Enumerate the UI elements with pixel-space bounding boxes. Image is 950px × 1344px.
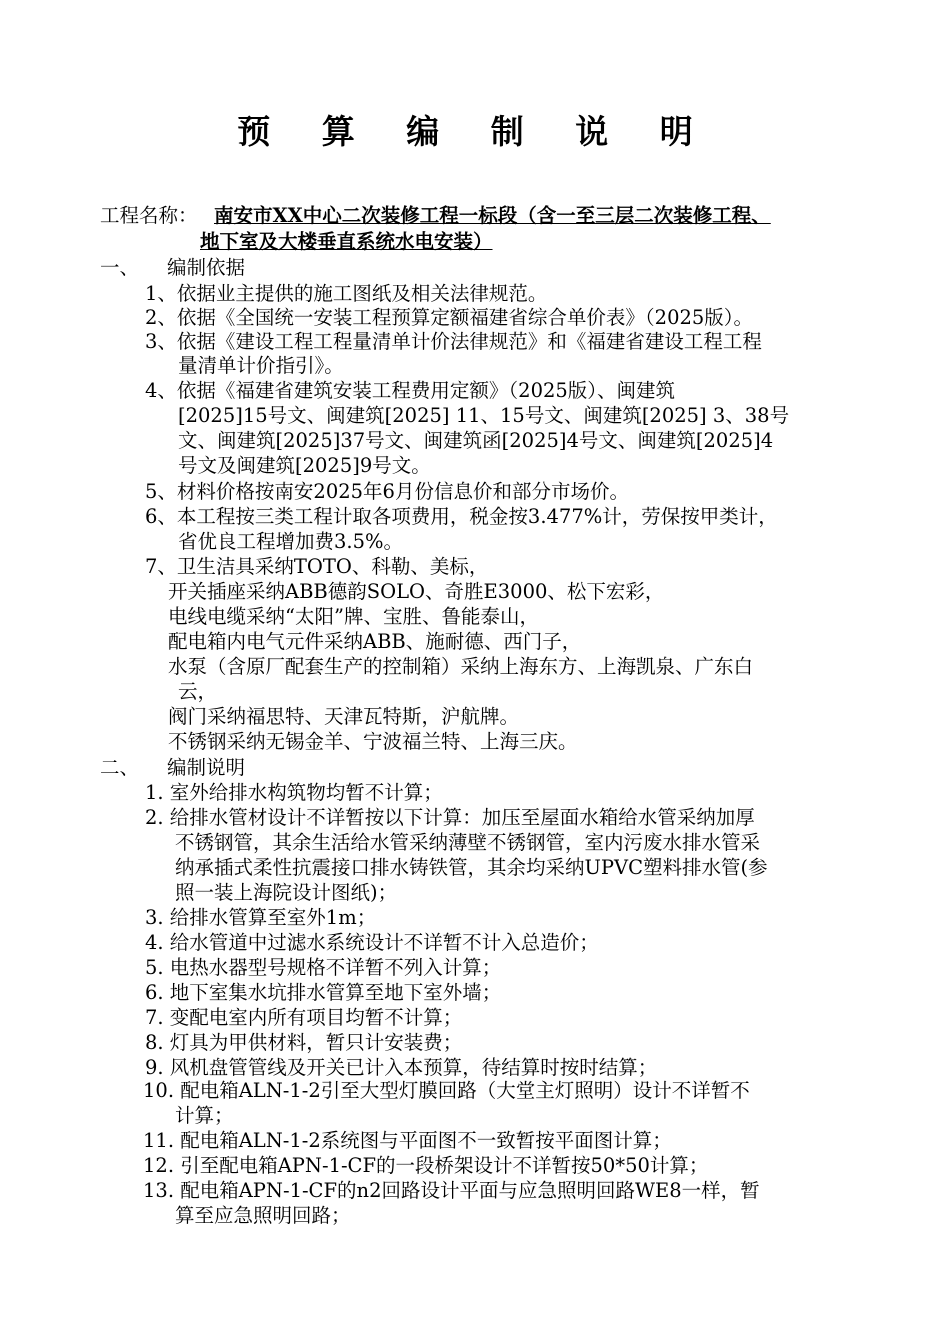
section-number: 二、	[100, 756, 140, 779]
document-title: 预 算 编 制 说 明	[237, 112, 713, 151]
basis-line: 6、本工程按三类工程计取各项费用，税金按3.477%计，劳保按甲类计，	[145, 505, 778, 528]
basis-line: 电线电缆采纳“太阳”牌、宝胜、鲁能泰山，	[168, 605, 539, 628]
note-line: 3. 给排水管算至室外1m；	[145, 906, 377, 929]
note-line: 4. 给水管道中过滤水系统设计不详暂不计入总造价；	[145, 931, 599, 954]
note-line: 8. 灯具为甲供材料，暂只计安装费；	[145, 1031, 463, 1054]
basis-line: 配电箱内电气元件采纳ABB、施耐德、西门子，	[168, 630, 582, 653]
note-line: 11. 配电箱ALN-1-2系统图与平面图不一致暂按平面图计算；	[143, 1129, 672, 1152]
note-line: 照一装上海院设计图纸)；	[175, 881, 398, 904]
basis-line: 5、材料价格按南安2025年6月份信息价和部分市场价。	[145, 480, 629, 503]
basis-line: 云，	[178, 680, 218, 703]
basis-line: 量清单计价指引》。	[178, 354, 344, 377]
basis-line: 4、依据《福建省建筑安装工程费用定额》（2025版）、闽建筑	[145, 379, 676, 402]
section-1-heading	[100, 256, 245, 280]
section-heading-text: 编制说明	[167, 756, 246, 779]
basis-line: 3、依据《建设工程工程量清单计价法律规范》和《福建省建设工程工程	[145, 330, 762, 353]
section-number: 一、	[100, 256, 140, 279]
note-line: 1. 室外给排水构筑物均暂不计算；	[145, 781, 443, 804]
basis-line: 水泵（含原厂配套生产的控制箱）采纳上海东方、上海凯泉、广东白	[168, 655, 754, 678]
basis-line: 1、依据业主提供的施工图纸及相关法律规范。	[145, 282, 548, 305]
note-line: 计算；	[175, 1104, 234, 1127]
project-name-line-1: 南安市XX中心二次装修工程一标段（含一至三层二次装修工程、	[214, 204, 771, 227]
basis-line: 号文及闽建筑[2025]9号文。	[178, 454, 431, 477]
project-name-label: 工程名称：	[100, 204, 198, 227]
basis-line: 开关插座采纳ABB德韵SOLO、奇胜E3000、松下宏彩，	[168, 580, 665, 603]
note-line: 5. 电热水器型号规格不详暂不列入计算；	[145, 956, 502, 979]
section-heading-text: 编制依据	[167, 256, 246, 279]
basis-line: 7、卫生洁具采纳TOTO、科勒、美标，	[145, 555, 489, 578]
basis-line: 2、依据《全国统一安装工程预算定额福建省综合单价表》（2025版）。	[145, 306, 754, 329]
note-line: 2. 给排水管材设计不详暂按以下计算：加压至屋面水箱给水管采纳加厚	[145, 806, 755, 829]
basis-line: 不锈钢采纳无锡金羊、宁波福兰特、上海三庆。	[168, 730, 578, 753]
note-line: 算至应急照明回路；	[175, 1204, 351, 1227]
note-line: 6. 地下室集水坑排水管算至地下室外墙；	[145, 981, 502, 1004]
basis-line: 文、闽建筑[2025]37号文、闽建筑函[2025]4号文、闽建筑[2025]4	[178, 429, 774, 452]
basis-line: 阀门采纳福思特、天津瓦特斯，沪航牌。	[168, 705, 520, 728]
note-line: 12. 引至配电箱APN-1-CF的一段桥架设计不详暂按50*50计算；	[143, 1154, 709, 1177]
note-line: 9. 风机盘管管线及开关已计入本预算，待结算时按时结算；	[145, 1056, 658, 1079]
project-name-line-2: 地下室及大楼垂直系统水电安装）	[200, 230, 493, 253]
note-line: 10. 配电箱ALN-1-2引至大型灯膜回路（大堂主灯照明）设计不详暂不	[143, 1079, 750, 1102]
section-2-heading	[100, 756, 245, 780]
note-line: 13. 配电箱APN-1-CF的n2回路设计平面与应急照明回路WE8一样，暂	[143, 1179, 760, 1202]
basis-line: 省优良工程增加费3.5%。	[178, 530, 404, 553]
note-line: 不锈钢管，其余生活给水管采纳薄壁不锈钢管，室内污废水排水管采	[175, 831, 761, 854]
note-line: 纳承插式柔性抗震接口排水铸铁管，其余均采纳UPVC塑料排水管(参	[175, 856, 768, 879]
basis-line: [2025]15号文、闽建筑[2025] 11、15号文、闽建筑[2025] 3、38号	[178, 404, 790, 427]
note-line: 7. 变配电室内所有项目均暂不计算；	[145, 1006, 463, 1029]
